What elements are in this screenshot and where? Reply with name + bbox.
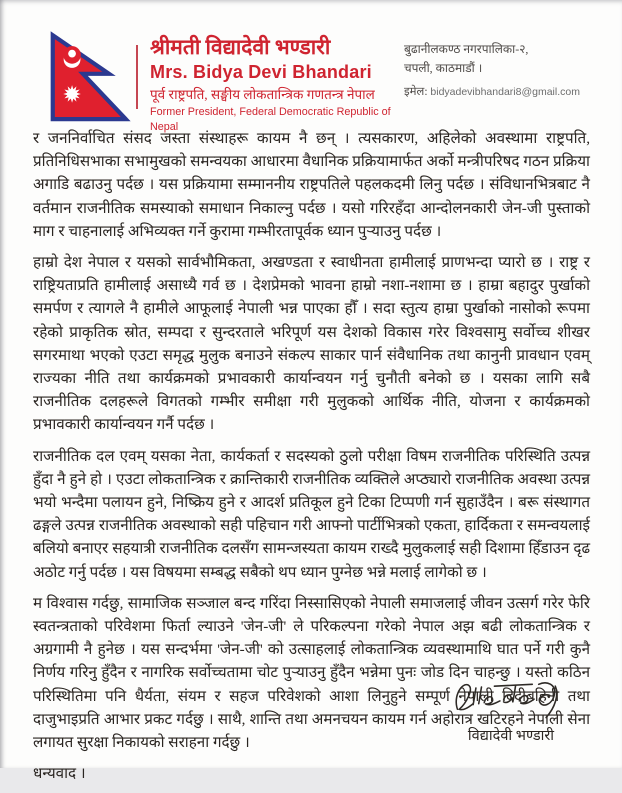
contact-block [404, 40, 604, 102]
email-label: इमेल: [404, 86, 428, 98]
email-row [404, 83, 604, 102]
closing-text: धन्यवाद । [33, 765, 86, 783]
paragraph-2: हाम्रो देश नेपाल र यसको सार्वभौमिकता, अखण्डता र स्वाधीनता हामीलाई प्राणभन्दा प्यारो छ । राष्ट्र र राष्ट्रियताप्रति हामीलाई असाध्यै गर्व छ । देशप्रेमको भावना हाम्रो नशा-नशामा छ । हाम्रा बहादुर पुर्खाको समर्पण र त्यागले नै हामीले आफूलाई नेपाली भन्न पाएका हौँ । सदा स्तुत्य हाम्रा पुर्खाको नासोको रूपमा रहेको प्राकृतिक स्रोत, सम्पदा र सुन्दरताले भरिपूर्ण यस देशको विकास गरेर विश्वसामु सर्वोच्च शीखर सगरमाथा भएको एउटा समृद्ध मुलुक बनाउने संकल्प साकार पार्न संवैधानिक तथा कानुनी प्रावधान एवम् राज्यका नीति तथा कार्यक्रमको प्रभावकारी कार्यान्वयन गर्नु चुनौती बनेको छ । यसका लागि सबै राजनीतिक दलहरूले विगतको गम्भीर समीक्षा गरी मुलुकको आर्थिक नीति, योजना र कार्यक्रमको प्रभावकारी कार्यान्वयन गर्नै पर्दछ । [33, 254, 590, 434]
address-line-1: बुढानीलकण्ठ नगरपालिका-२, [404, 42, 529, 56]
signature-name: विद्यादेवी भण्डारी [467, 728, 555, 744]
letterhead-titles [150, 35, 400, 135]
name-devanagari: श्रीमती विद्यादेवी भण्डारी [150, 35, 331, 59]
signature [444, 676, 578, 724]
letterhead-divider [136, 45, 138, 109]
address-line-2: चपली, काठमाडौं । [404, 61, 483, 75]
email-value: bidyadevibhandari8@gmail.com [430, 86, 580, 98]
title-devanagari: पूर्व राष्ट्रपति, सङ्घीय लोकतान्त्रिक गणतन्त्र नेपाल [150, 87, 375, 102]
paragraph-4: म विश्वास गर्दछु, सामाजिक सञ्जाल बन्द गरिंदा निस्सासिएको नेपाली समाजलाई जीवन उत्सर्ग गरेर फेरि स्वतन्त्रताको परिवेशमा फिर्ता ल्याउने 'जेन-जी' ले परिकल्पना गरेको नेपाल अझ बढी लोकतान्त्रिक र अग्रगामी नै हुनेछ । यस सन्दर्भमा 'जेन-जी' को उत्साहलाई लोकतान्त्रिक व्यवस्थामाथि घात पर्ने गरी कुनै निर्णय गरिनु हुँदैन र नागरिक सर्वोच्चतामा चोट पुऱ्याउनु हुँदैन भन्नेमा पुनः जोड दिन चाहन्छु । यस्तो कठिन परिस्थितिमा पनि धैर्यता, संयम र सहज परिवेशको आशा लिनुहुने सम्पूर्ण नेपाली दिदीबहिनी तथा दाजुभाइप्रति आभार प्रकट गर्दछु । साथै, शान्ति तथा अमनचयन कायम गर्न अहोरात्र खटिरहने नेपाली सेना लगायत सुरक्षा निकायको सराहना गर्दछु । [33, 594, 590, 752]
signature-block [436, 676, 586, 745]
name-english: Mrs. Bidya Devi Bhandari [150, 62, 372, 82]
nepal-flag-icon [46, 31, 130, 125]
paragraph-3: राजनीतिक दल एवम् यसका नेता, कार्यकर्ता र सदस्यको ठुलो परीक्षा विषम राजनीतिक परिस्थिति उत्पन्न हुँदा नै हुने हो । एउटा लोकतान्त्रिक र क्रान्तिकारी राजनीतिक व्यक्तिले अप्ठ्यारो राजनीतिक अवस्था उत्पन्न भयो भन्दैमा पलायन हुने, निष्क्रिय हुने र आदर्श प्रतिकूल हुने टिका टिप्पणी गर्न सुहाउँदैन । बरू संस्थागत ढङ्गले उत्पन्न राजनीतिक अवस्थाको सही पहिचान गरी आफ्नो पार्टीभित्रको एकता, हार्दिकता र समन्वयलाई बलियो बनाएर सहयात्री राजनीतिक दलसँग सामन्जस्यता कायम राख्दै मुलुकलाई सही दिशामा हिँडाउन दृढ अठोट गर्नु पर्दछ । यस विषयमा सम्बद्ध सबैको थप ध्यान पुग्नेछ भन्ने मलाई लागेको छ । [33, 447, 590, 581]
title-english: Former President, Federal Democratic Republic of Nepal [150, 106, 391, 133]
paragraph-1: र जननिर्वाचित संसद जस्ता संस्थाहरू कायम नै छन् । त्यसकारण, अहिलेको अवस्थामा राष्ट्रपति, प्रतिनिधिसभाका सभामुखको समन्वयका आधारमा वैधानिक प्रक्रियामार्फत अर्को मन्त्रीपरिषद गठन प्रक्रिया अगाडि बढाउनु पर्दछ । यस प्रक्रियामा सम्माननीय राष्ट्रपतिले पहलकदमी लिनु पर्दछ । संविधानभित्रबाट नै वर्तमान राजनीतिक समस्याको समाधान निकाल्नु पर्दछ । यसो गरिरहँदा आन्दोलनकारी जेन-जी पुस्ताको माग र चाहनालाई अभिव्यक्त गर्ने कुरामा गम्भीरतापूर्वक ध्यान पुऱ्याउनु पर्दछ । [33, 130, 590, 240]
